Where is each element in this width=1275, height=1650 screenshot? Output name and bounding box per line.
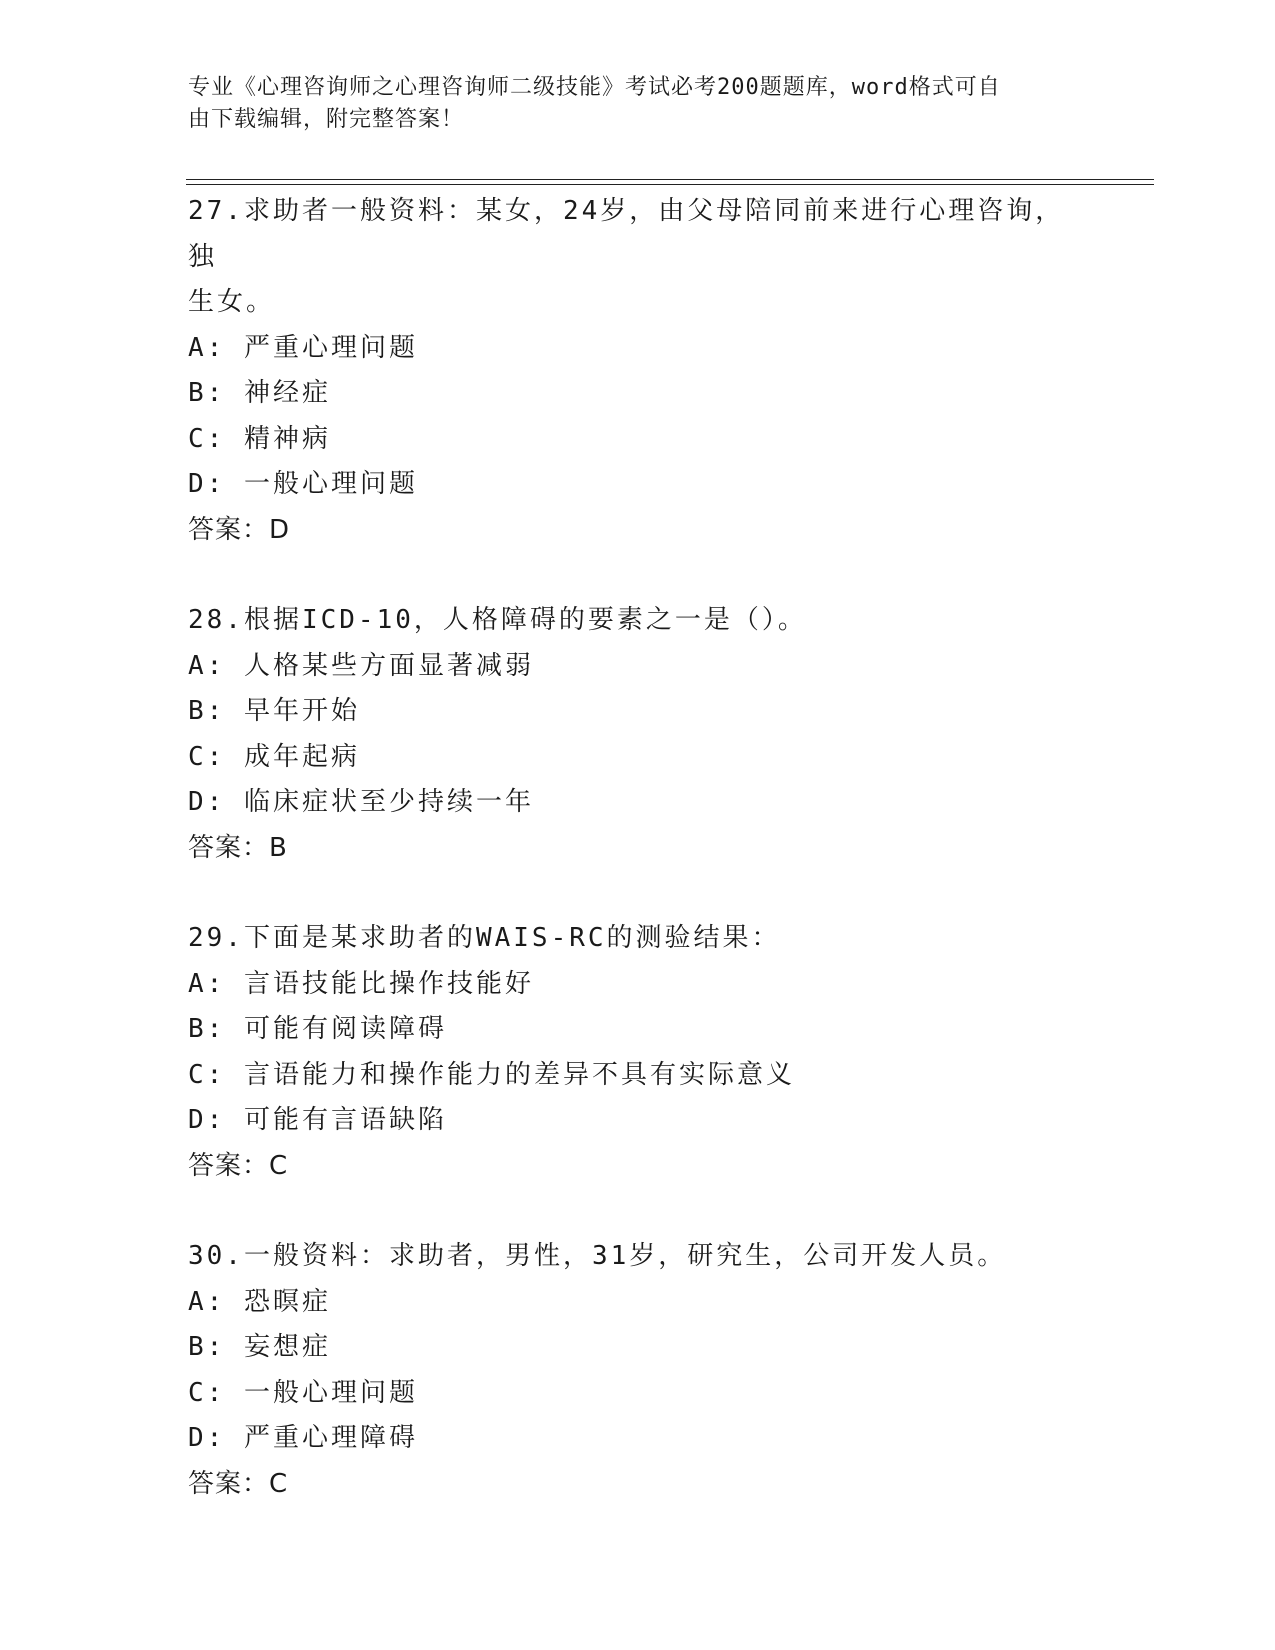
question-text-line: 30.一般资料：求助者，男性，31岁，研究生，公司开发人员。 xyxy=(188,1241,1007,1271)
header-line-2: 由下载编辑，附完整答案！ xyxy=(188,107,465,132)
question-text-line: 28.根据ICD-10，人格障碍的要素之一是（）。 xyxy=(188,605,807,635)
header-divider-thick xyxy=(186,179,1154,180)
option-d: D: 严重心理障碍 xyxy=(188,1423,418,1453)
header-line-1: 专业《心理咨询师之心理咨询师二级技能》考试必考200题题库，word格式可自 xyxy=(188,75,1001,100)
question-list xyxy=(188,189,1088,1552)
option-c: C: 一般心理问题 xyxy=(188,1377,418,1408)
header-divider-thin xyxy=(186,184,1154,185)
option-b: B: 可能有阅读障碍 xyxy=(188,1014,447,1044)
question-text-line: 29.下面是某求助者的WAIS-RC的测验结果： xyxy=(188,923,781,953)
option-b: B: 早年开始 xyxy=(188,696,360,726)
option-a: A: 言语技能比操作技能好 xyxy=(188,968,534,999)
question-text-line: 生女。 xyxy=(188,287,276,317)
option-a: A: 人格某些方面显著减弱 xyxy=(188,650,534,681)
option-c: C: 成年起病 xyxy=(188,741,360,772)
option-d: D: 一般心理问题 xyxy=(188,469,418,499)
question-28 xyxy=(188,598,1088,871)
option-a: A: 严重心理问题 xyxy=(188,332,418,363)
answer-line: 答案：C xyxy=(188,1468,289,1499)
option-d: D: 临床症状至少持续一年 xyxy=(188,787,534,817)
question-29 xyxy=(188,916,1088,1189)
option-a: A: 恐暝症 xyxy=(188,1286,331,1317)
option-c: C: 精神病 xyxy=(188,423,331,454)
option-d: D: 可能有言语缺陷 xyxy=(188,1105,447,1135)
question-text-line: 27.求助者一般资料：某女，24岁，由父母陪同前来进行心理咨询，独 xyxy=(188,196,1065,272)
option-b: B: 神经症 xyxy=(188,378,331,408)
answer-line: 答案：C xyxy=(188,1150,289,1181)
option-b: B: 妄想症 xyxy=(188,1332,331,1362)
question-30 xyxy=(188,1234,1088,1507)
question-27 xyxy=(188,189,1088,553)
answer-line: 答案：B xyxy=(188,832,288,863)
option-c: C: 言语能力和操作能力的差异不具有实际意义 xyxy=(188,1059,795,1090)
document-header xyxy=(188,72,1088,136)
answer-line: 答案：D xyxy=(188,514,291,545)
